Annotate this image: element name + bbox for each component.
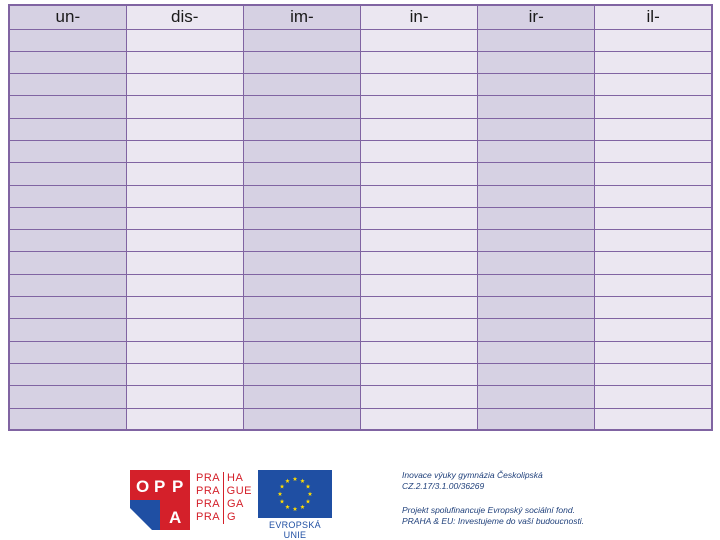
table-cell[interactable] [126,386,243,408]
table-row [9,297,712,319]
oppa-logo [130,470,190,530]
table-cell[interactable] [595,319,712,341]
table-cell[interactable] [595,386,712,408]
table-cell[interactable] [595,96,712,118]
praha-row [196,498,252,511]
table-cell[interactable] [360,118,477,140]
table-cell[interactable] [126,163,243,185]
table-cell[interactable] [243,96,360,118]
praha-right-text: GUE [226,485,252,497]
table-cell[interactable] [126,408,243,430]
table-cell[interactable] [243,118,360,140]
footer [0,440,720,540]
praha-right-text: G [227,511,237,523]
oppa-letter-p2: P [172,477,184,496]
table-cell[interactable] [9,274,126,296]
praha-left-text: PRA [196,485,224,498]
table-row [9,29,712,51]
table-cell[interactable] [478,408,595,430]
table-cell[interactable] [360,29,477,51]
table-cell[interactable] [9,207,126,229]
table-cell[interactable] [126,29,243,51]
project-line-2: CZ.2.17/3.1.00/36269 [402,481,485,491]
oppa-letter-p1: P [154,477,166,496]
table-cell[interactable] [478,297,595,319]
table-cell[interactable] [243,163,360,185]
table-cell[interactable] [595,140,712,162]
table-cell[interactable] [478,185,595,207]
oppa-logo-blue [130,500,160,530]
table-cell[interactable] [243,51,360,73]
table-row [9,74,712,96]
table-cell[interactable] [360,386,477,408]
project-line-3: Projekt spolufinancuje Evropský sociální fond. [402,505,575,515]
header-il: il- [595,5,712,29]
table-cell[interactable] [595,118,712,140]
table-cell[interactable] [243,341,360,363]
eu-logo [258,470,332,540]
project-block-2 [402,505,702,527]
praha-right-text: HA [227,472,244,484]
table-cell[interactable] [595,29,712,51]
table-cell[interactable] [478,118,595,140]
table-cell[interactable] [360,252,477,274]
table-cell[interactable] [126,207,243,229]
table-cell[interactable] [9,341,126,363]
table-cell[interactable] [478,29,595,51]
table-cell[interactable] [595,185,712,207]
table-cell[interactable] [9,297,126,319]
table-cell[interactable] [243,319,360,341]
table-cell[interactable] [478,51,595,73]
table-cell[interactable] [595,51,712,73]
project-line-1: Inovace výuky gymnázia Českolipská [402,470,543,480]
table-cell[interactable] [478,230,595,252]
table-cell[interactable] [360,274,477,296]
header-un: un- [9,5,126,29]
table-cell[interactable] [360,207,477,229]
table-cell[interactable] [478,319,595,341]
table-cell[interactable] [126,230,243,252]
table-cell[interactable] [126,51,243,73]
table-cell[interactable] [9,96,126,118]
table-cell[interactable] [478,74,595,96]
header-dis: dis- [126,5,243,29]
table-cell[interactable] [243,252,360,274]
table-cell[interactable] [126,341,243,363]
table-cell[interactable] [595,341,712,363]
table-cell[interactable] [243,386,360,408]
table-cell[interactable] [360,51,477,73]
table-cell[interactable] [243,74,360,96]
table-row [9,408,712,430]
table-row [9,207,712,229]
praha-row [196,485,252,498]
table-cell[interactable] [126,74,243,96]
table-cell[interactable] [126,185,243,207]
eu-caption: EVROPSKÁ UNIE [269,520,321,540]
table-cell[interactable] [360,185,477,207]
table-cell[interactable] [478,96,595,118]
table-cell[interactable] [360,96,477,118]
table-cell[interactable] [595,163,712,185]
table-row [9,140,712,162]
praha-left-text: PRA [196,472,224,485]
table-cell[interactable] [9,319,126,341]
table-cell[interactable] [360,297,477,319]
table-row [9,319,712,341]
oppa-letter-a: A [169,508,182,527]
table-cell[interactable] [126,297,243,319]
table-cell[interactable] [9,29,126,51]
header-ir: ir- [478,5,595,29]
table-cell[interactable] [126,274,243,296]
praha-right-text: GA [227,498,244,510]
table-cell[interactable] [478,140,595,162]
table-cell[interactable] [126,140,243,162]
table-cell[interactable] [9,74,126,96]
table-row [9,163,712,185]
table-cell[interactable] [243,185,360,207]
table-cell[interactable] [9,386,126,408]
table-cell[interactable] [360,163,477,185]
table-row [9,341,712,363]
table-cell[interactable] [243,297,360,319]
header-row [9,5,712,29]
table-cell[interactable] [126,363,243,385]
table-cell[interactable] [9,51,126,73]
project-info [402,470,702,540]
prefix-table [8,4,713,431]
oppa-letter-o: O [136,477,150,496]
table-cell[interactable] [478,163,595,185]
table-row [9,96,712,118]
table-cell[interactable] [9,140,126,162]
table-cell[interactable] [478,341,595,363]
table-cell[interactable] [595,252,712,274]
table-cell[interactable] [360,363,477,385]
table-cell[interactable] [595,230,712,252]
header-in: in- [360,5,477,29]
table-cell[interactable] [243,408,360,430]
table-cell[interactable] [595,408,712,430]
table-row [9,386,712,408]
table-cell[interactable] [243,274,360,296]
table-cell[interactable] [243,140,360,162]
table-cell[interactable] [126,319,243,341]
table-body [9,29,712,430]
table-cell[interactable] [595,207,712,229]
praha-row [196,511,252,524]
table-cell[interactable] [360,140,477,162]
table-cell[interactable] [478,274,595,296]
table-row [9,118,712,140]
table-cell[interactable] [9,163,126,185]
table-cell[interactable] [595,274,712,296]
praha-left-text: PRA [196,498,224,511]
header-im: im- [243,5,360,29]
table-cell[interactable] [478,252,595,274]
table-cell[interactable] [243,230,360,252]
table-cell[interactable] [126,96,243,118]
table-row [9,230,712,252]
table-cell[interactable] [595,363,712,385]
table-cell[interactable] [9,408,126,430]
eu-flag-icon [258,470,332,518]
table-cell[interactable] [478,363,595,385]
project-line-4: PRAHA & EU: Investujeme do vaší budoucnosti. [402,516,585,526]
table-cell[interactable] [9,230,126,252]
table-cell[interactable] [595,74,712,96]
table-cell[interactable] [360,408,477,430]
praha-logo [196,472,252,528]
praha-row [196,472,252,485]
table-cell[interactable] [360,230,477,252]
table-cell[interactable] [478,386,595,408]
table-row [9,252,712,274]
table-row [9,51,712,73]
table-cell[interactable] [360,74,477,96]
table-cell[interactable] [243,207,360,229]
table-cell[interactable] [9,363,126,385]
table-cell[interactable] [9,252,126,274]
table-cell[interactable] [126,252,243,274]
table-row [9,363,712,385]
table-cell[interactable] [478,207,595,229]
table-cell[interactable] [9,118,126,140]
table-cell[interactable] [243,29,360,51]
praha-left-text: PRA [196,511,224,524]
table-cell[interactable] [126,118,243,140]
table-row [9,274,712,296]
table-cell[interactable] [360,319,477,341]
table-cell[interactable] [243,363,360,385]
project-block-1 [402,470,702,492]
table-cell[interactable] [360,341,477,363]
table-row [9,185,712,207]
table-cell[interactable] [595,297,712,319]
table-cell[interactable] [9,185,126,207]
